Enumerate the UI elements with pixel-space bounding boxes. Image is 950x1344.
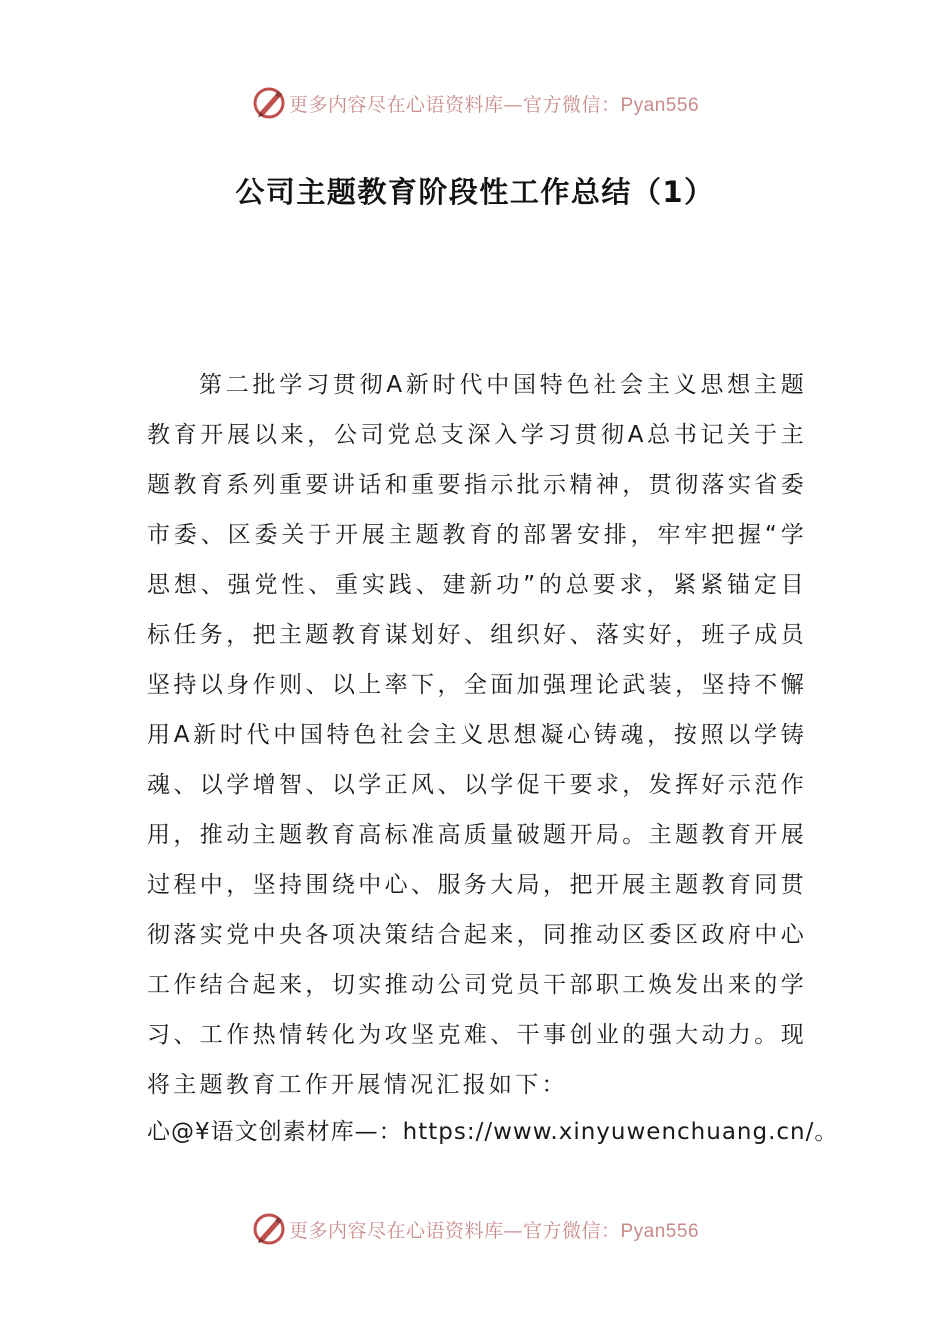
document-title: 公司主题教育阶段性工作总结（1） — [235, 175, 715, 209]
body-paragraph: 第二批学习贯彻A新时代中国特色社会主义思想主题教育开展以来，公司党总支深入学习贯彻A总书记关于主题教育系列重要讲话和重要指示批示精神，贯彻落实省委市委、区委关于开展主题教育的部署安排，牢牢把握“学思想、强党性、重实践、建新功”的总要求，紧紧锚定目标任务，把主题教育谋划好、组织好、落实好，班子成员坚持以身作则、以上率下，全面加强理论武装，坚持不懈用A新时代中国特色社会主义思想凝心铸魂，按照以学铸魂、以学增智、以学正风、以学促干要求，发挥好示范作用，推动主题教育高标准高质量破题开局。主题教育开展过程中，坚持围绕中心、服务大局，把开展主题教育同贯彻落实党中央各项决策结合起来，同推动区委区政府中心工作结合起来，切实推动公司党员干部职工焕发出来的学习、工作热情转化为攻坚克难、干事创业的强大动力。现将主题教育工作开展情况汇报如下： — [147, 372, 807, 1098]
wechat-id: Pyan556 — [620, 94, 700, 116]
pen-logo-icon — [251, 85, 287, 121]
header-banner — [0, 83, 950, 123]
footer-banner-label: 更多内容尽在心语资料库—官方微信：Pyan556 — [288, 1219, 700, 1242]
header-banner-label: 更多内容尽在心语资料库—官方微信：Pyan556 — [288, 93, 700, 116]
pen-logo-icon — [251, 1211, 287, 1247]
source-line: 心@¥语文创素材库—：https://www.xinyuwenchuang.cn/。 — [147, 1119, 839, 1145]
wechat-id: Pyan556 — [620, 1220, 700, 1242]
footer-banner — [0, 1209, 950, 1249]
